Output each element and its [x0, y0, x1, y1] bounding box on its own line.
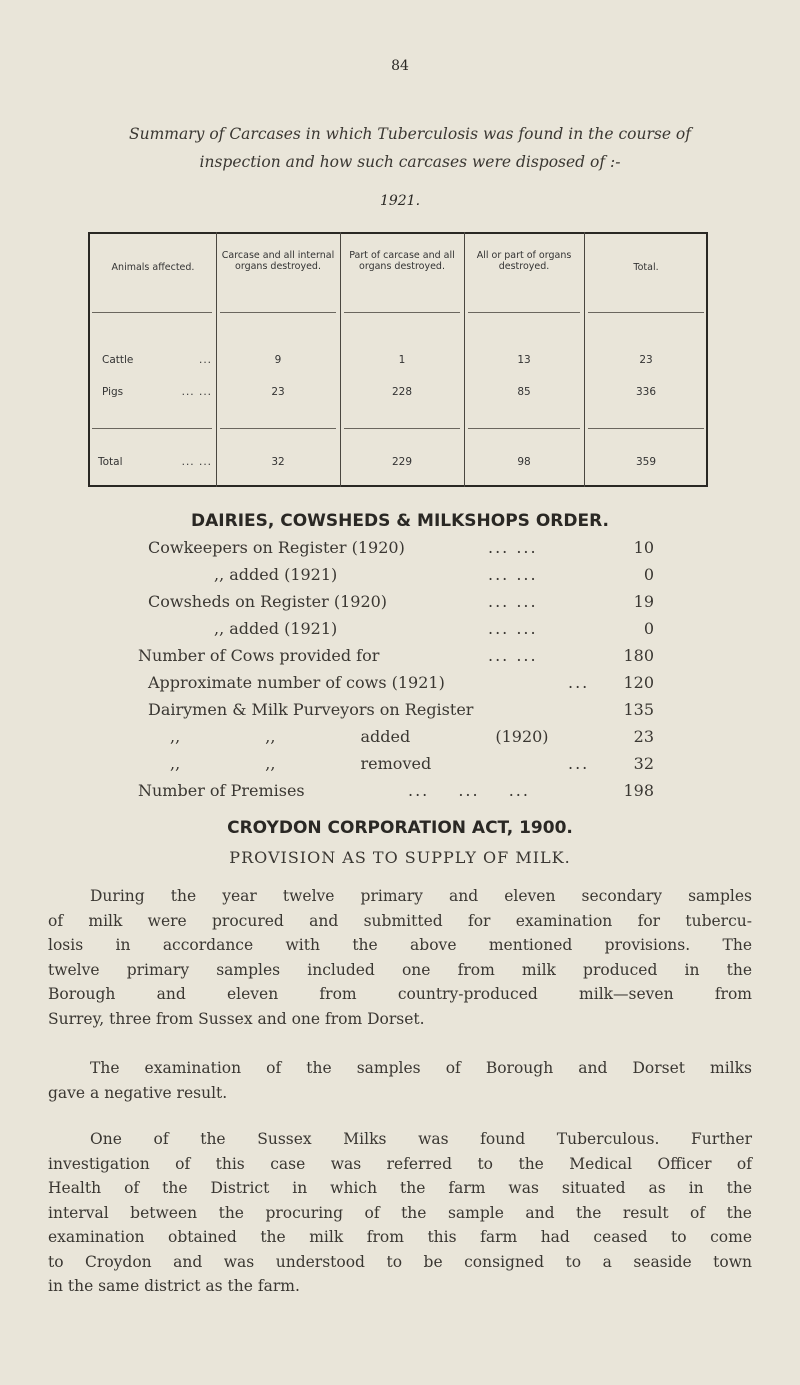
tuberculosis-table: [88, 232, 708, 487]
register-row: [148, 565, 654, 589]
register-value: 135: [623, 700, 654, 719]
paragraph-line: Borough and eleven from country-produced milk—seven from: [48, 985, 752, 1003]
table-rule: [220, 312, 336, 313]
register-leader: ...: [568, 754, 590, 773]
summary-title-line-1: Summary of Carcases in which Tuberculosis was found in the course of: [129, 125, 691, 143]
paragraph-line: One of the Sussex Milks was found Tuberculous. Further: [90, 1130, 752, 1148]
register-leader: ... ...: [488, 565, 538, 584]
register-row: [148, 673, 654, 697]
row-total-carcase: 32: [271, 456, 285, 468]
table-rule: [220, 428, 336, 429]
paragraph-line: losis in accordance with the above mentioned provisions. The: [48, 936, 752, 954]
milk-supply-subheading: PROVISION AS TO SUPPLY OF MILK.: [229, 848, 571, 867]
register-value: 10: [633, 538, 654, 557]
register-value: 19: [633, 592, 654, 611]
row-cattle-label: Cattle: [102, 354, 134, 366]
register-label: Cowkeepers on Register (1920): [148, 538, 405, 557]
summary-title-line-2: inspection and how such carcases were disposed of :-: [199, 153, 621, 171]
table-rule: [92, 428, 212, 429]
row-pigs-part: 228: [391, 386, 413, 398]
register-row: [148, 700, 654, 724]
register-leader: ... ...: [488, 538, 538, 557]
table-column-divider: [584, 232, 585, 487]
register-label: ,, added (1921): [214, 619, 338, 638]
register-value: 180: [623, 646, 654, 665]
register-label: Cowsheds on Register (1920): [148, 592, 388, 611]
dairies-heading: DAIRIES, COWSHEDS & MILKSHOPS ORDER.: [191, 511, 609, 531]
paragraph-line: Surrey, three from Sussex and one from Dorset.: [48, 1009, 425, 1028]
header-organs-destroyed: All or part of organs destroyed.: [476, 250, 572, 272]
register-row: [148, 754, 654, 778]
paragraph-line: The examination of the samples of Borough and Dorset milks: [90, 1059, 752, 1077]
table-border-top: [88, 232, 708, 234]
row-pigs-organs: 85: [517, 386, 531, 398]
register-leader: ...: [568, 673, 590, 692]
register-value: 120: [623, 673, 654, 692]
register-leader: ... ... ...: [408, 781, 530, 800]
register-leader: ... ...: [488, 619, 538, 638]
register-value: 0: [643, 619, 654, 638]
summary-title: [110, 120, 710, 176]
paragraph-line: examination obtained the milk from this farm had ceased to come: [48, 1228, 752, 1246]
register-label: Number of Cows provided for: [138, 646, 380, 665]
row-cattle-carcase: 9: [274, 354, 282, 366]
register-row: [138, 646, 654, 670]
table-border-bottom: [88, 485, 708, 487]
paragraph-line: interval between the procuring of the sample and the result of the: [48, 1203, 752, 1222]
register-value: 0: [643, 565, 654, 584]
table-rule: [344, 312, 460, 313]
table-column-divider: [340, 232, 341, 487]
register-value: 32: [633, 754, 654, 773]
paragraph-line: twelve primary samples included one from milk produced in the: [48, 960, 752, 979]
register-row: [148, 727, 654, 751]
row-total-label: Total: [98, 456, 123, 468]
register-label: Number of Premises: [138, 781, 305, 800]
header-animals-affected: Animals affected.: [111, 262, 195, 273]
header-total: Total.: [633, 262, 659, 273]
register-label: Dairymen & Milk Purveyors on Register: [148, 700, 474, 719]
register-row: [148, 538, 654, 562]
paragraph-line: investigation of this case was referred to the Medical Officer of: [48, 1154, 752, 1173]
register-label: ,, added (1921): [214, 565, 338, 584]
table-rule: [468, 312, 580, 313]
table-rule: [92, 312, 212, 313]
croydon-heading: CROYDON CORPORATION ACT, 1900.: [227, 818, 573, 838]
paragraph-line: Health of the District in which the farm was situated as in the: [48, 1179, 752, 1197]
summary-year: 1921.: [379, 193, 421, 209]
register-row: [148, 592, 654, 616]
table-border-right: [706, 232, 708, 487]
register-row: [138, 781, 654, 805]
paragraph-negative-result: [48, 1056, 752, 1105]
paragraph-line: of milk were procured and submitted for examination for tubercu-: [48, 911, 752, 930]
register-leader: ... ...: [488, 592, 538, 611]
register-value: 23: [633, 727, 654, 746]
paragraph-line: to Croydon and was understood to be consigned to a seaside town: [48, 1252, 752, 1271]
table-rule: [588, 428, 704, 429]
page-number: 84: [391, 58, 409, 74]
paragraph-line: gave a negative result.: [48, 1083, 228, 1102]
table-column-divider: [464, 232, 465, 487]
paragraph-line: in the same district as the farm.: [48, 1277, 300, 1295]
row-pigs-label: Pigs: [102, 386, 124, 398]
register-label: ,, ,, removed: [170, 754, 432, 773]
row-total-dots: ... ...: [181, 456, 212, 468]
table-rule: [588, 312, 704, 313]
register-leader: ... ...: [488, 646, 538, 665]
row-total-part: 229: [391, 456, 413, 468]
paragraph-tuberculous: [48, 1127, 752, 1299]
paragraph-samples: [48, 884, 752, 1031]
header-part-carcase: Part of carcase and all organs destroyed.: [349, 250, 455, 272]
row-total-total: 359: [635, 456, 657, 468]
header-carcase-all-organs: Carcase and all internal organs destroyed.: [221, 250, 335, 272]
row-cattle-organs: 13: [517, 354, 531, 366]
table-column-divider: [216, 232, 217, 487]
paragraph-line: During the year twelve primary and eleven secondary samples: [90, 887, 752, 905]
row-pigs-dots: ... ...: [181, 386, 212, 398]
register-row: [148, 619, 654, 643]
row-cattle-total: 23: [639, 354, 653, 366]
register-value: 198: [623, 781, 654, 800]
register-label: ,, ,, added (1920): [170, 727, 549, 746]
table-rule: [344, 428, 460, 429]
table-rule: [468, 428, 580, 429]
row-pigs-carcase: 23: [271, 386, 285, 398]
register-label: Approximate number of cows (1921): [148, 673, 445, 692]
row-cattle-part: 1: [398, 354, 406, 366]
row-cattle-dots: ...: [198, 354, 212, 366]
row-total-organs: 98: [517, 456, 531, 468]
row-pigs-total: 336: [635, 386, 657, 398]
